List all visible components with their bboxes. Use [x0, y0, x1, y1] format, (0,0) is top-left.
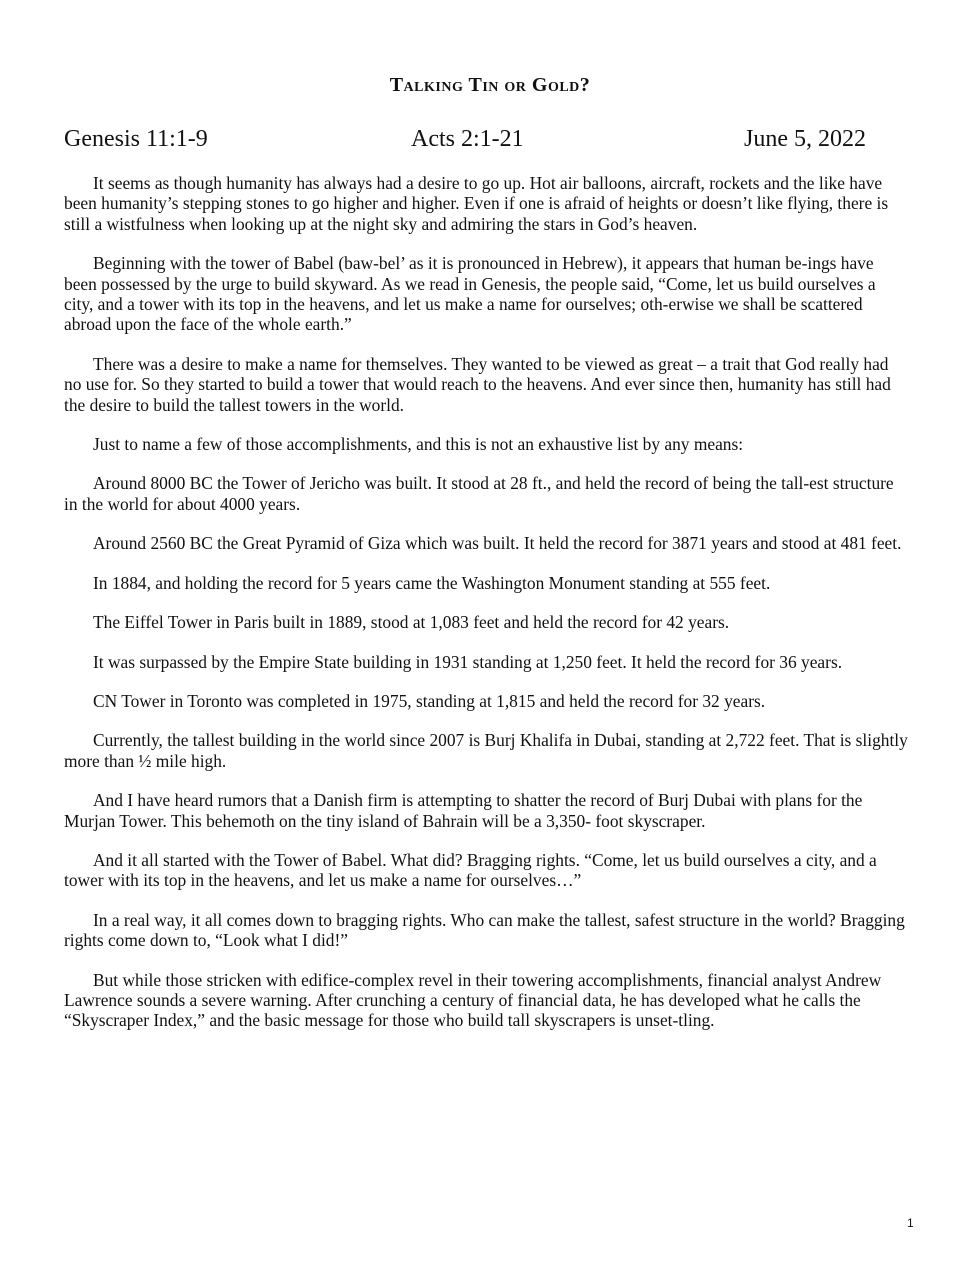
paragraph-13: And it all started with the Tower of Babel. What did? Bragging rights. “Come, let us build ourselves a city, and a tower with its top in the heavens, and let us make a name for ourselves…”: [64, 849, 877, 891]
paragraph-2: Beginning with the tower of Babel (baw-bel’ as it is pronounced in Hebrew), it appears that human be-ings have been possessed by the urge to build skyward. As we read in Genesis, the people said, “Come, let us build ourselves a city, and a tower with its top in the heavens, and let us make a name for ourselves; oth-erwise we shall be scattered abroad upon the face of the whole earth.”: [64, 253, 876, 335]
reference-genesis: Genesis 11:1-9: [64, 126, 208, 152]
sermon-body: [64, 173, 908, 1050]
sermon-date: June 5, 2022: [744, 126, 866, 152]
document-title: Talking Tin or Gold?: [389, 74, 591, 96]
paragraph-8: The Eiffel Tower in Paris built in 1889, stood at 1,083 feet and held the record for 42 years.: [93, 612, 730, 633]
scripture-reference-row: [64, 126, 866, 158]
page-number: 1: [907, 1216, 914, 1230]
paragraph-1: It seems as though humanity has always had a desire to go up. Hot air balloons, aircraft, rockets and the like have been humanity’s stepping stones to go higher and higher. Even if one is afraid of heights or doesn’t like flying, there is still a wistfulness when looking up at the night sky and admiring the stars in God’s heaven.: [64, 173, 889, 234]
paragraph-7: In 1884, and holding the record for 5 years came the Washington Monument standing at 555 feet.: [93, 572, 771, 593]
paragraph-15: But while those stricken with edifice-complex revel in their towering accomplishments, financial analyst Andrew Lawrence sounds a severe warning. After crunching a century of financial data, he has developed what he calls the “Skyscraper Index,” and the basic message for those who build tall skyscrapers is unset-tling.: [64, 969, 882, 1031]
paragraph-11: Currently, the tallest building in the world since 2007 is Burj Khalifa in Dubai, standing at 2,722 feet. That is slightly more than ½ mile high.: [64, 730, 908, 771]
paragraph-3: There was a desire to make a name for themselves. They wanted to be viewed as great – a trait that God really had no use for. So they started to build a tower that would reach to the heavens. And ever since then, humanity has still had the desire to build the tallest towers in the world.: [64, 353, 891, 415]
reference-acts: Acts 2:1-21: [411, 126, 524, 152]
paragraph-5: Around 8000 BC the Tower of Jericho was built. It stood at 28 ft., and held the record of being the tall-est structure in the world for about 4000 years.: [64, 473, 894, 514]
paragraph-10: CN Tower in Toronto was completed in 1975, standing at 1,815 and held the record for 32 years.: [93, 690, 766, 711]
paragraph-6: Around 2560 BC the Great Pyramid of Giza which was built. It held the record for 3871 years and stood at 481 feet.: [93, 533, 902, 554]
paragraph-9: It was surpassed by the Empire State building in 1931 standing at 1,250 feet. It held the record for 36 years.: [93, 651, 843, 672]
paragraph-4: Just to name a few of those accomplishments, and this is not an exhaustive list by any means:: [93, 434, 744, 455]
paragraph-14: In a real way, it all comes down to bragging rights. Who can make the tallest, safest structure in the world? Bragging rights come down to, “Look what I did!”: [64, 909, 905, 951]
paragraph-12: And I have heard rumors that a Danish firm is attempting to shatter the record of Burj Dubai with plans for the Murjan Tower. This behemoth on the tiny island of Bahrain will be a 3,350- foot skyscraper.: [64, 790, 863, 831]
